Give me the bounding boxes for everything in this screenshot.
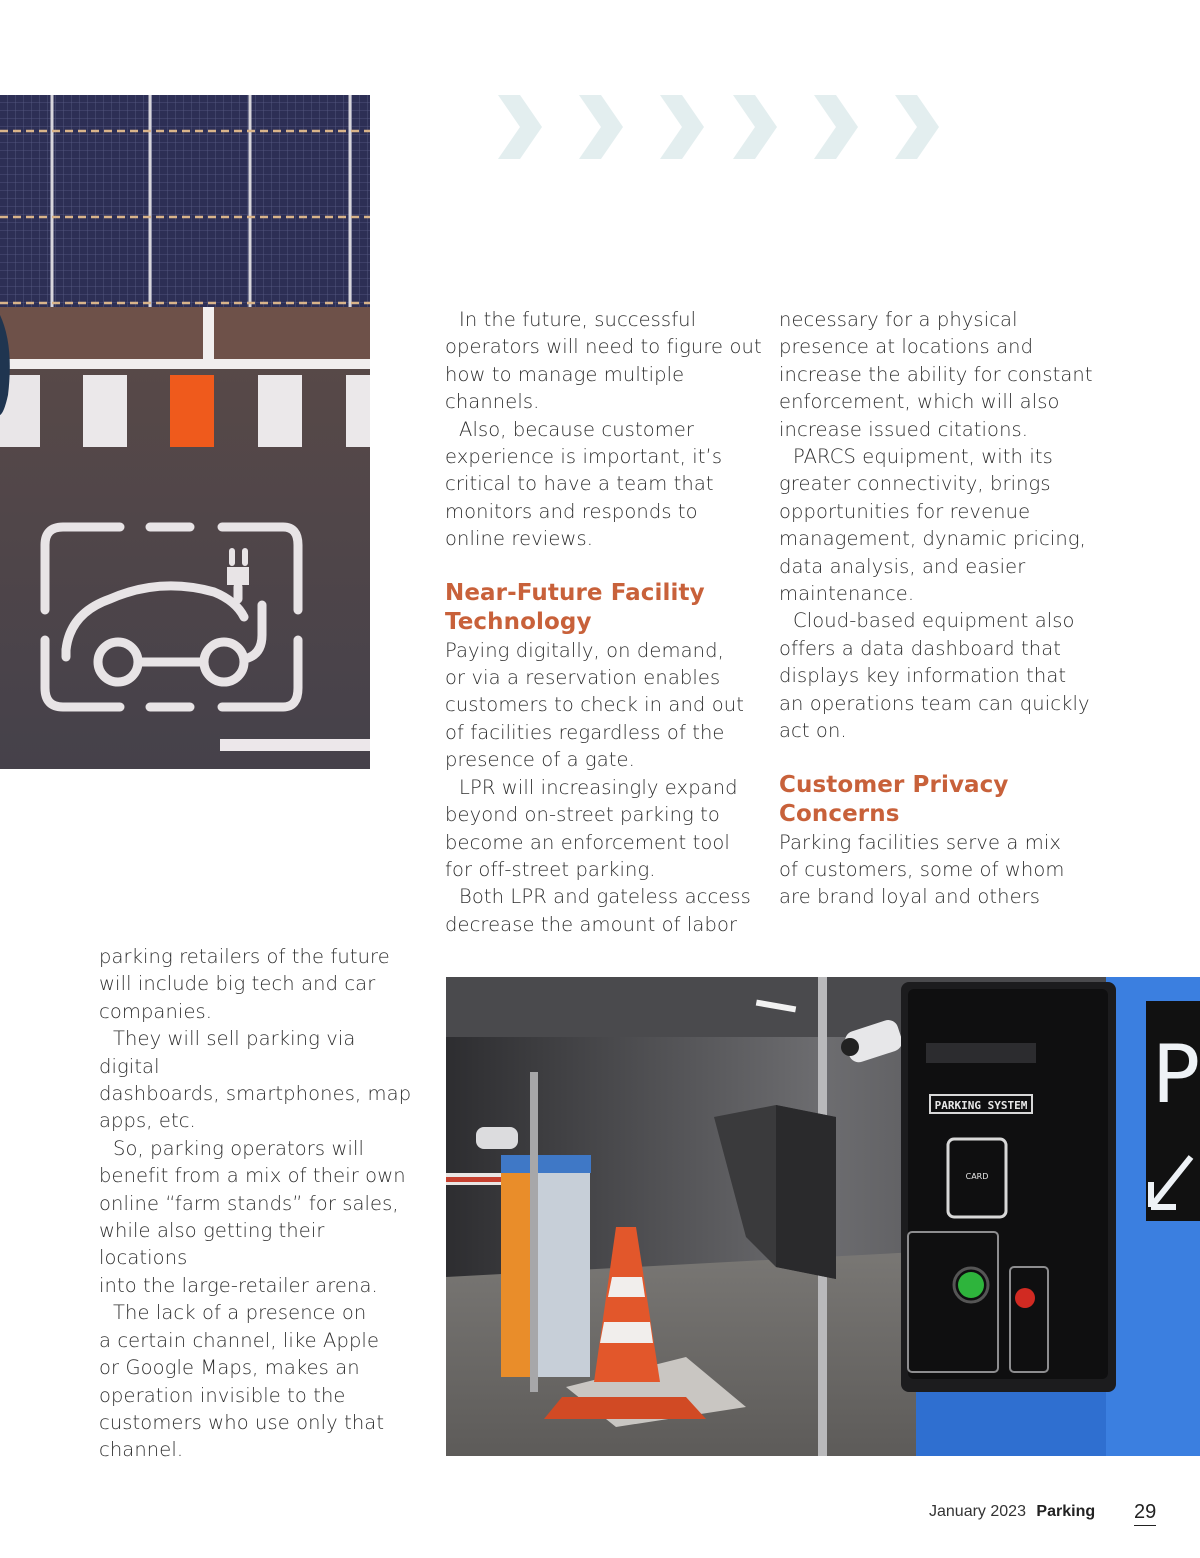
paragraph: So, parking operators will benefit from a mix of their own online “farm stands” for sales, while also getting their locations into the large-retailer arena. [99, 1136, 406, 1297]
magazine-name: Parking [1036, 1503, 1096, 1520]
paragraph: LPR will increasingly expand beyond on-street parking to become an enforcement tool for off-street parking. [445, 775, 738, 881]
paragraph: Also, because customer experience is important, it’s critical to have a team that monitors and responds to online reviews. [445, 417, 723, 551]
parking-sign-letter: P [1151, 1028, 1200, 1121]
parking-kiosk-photo [446, 977, 1200, 1456]
paragraph: In the future, successful operators will need to figure out how to manage multiple channels. [445, 308, 762, 414]
chevron-right-icon [895, 95, 939, 159]
paragraph: PARCS equipment, with its greater connectivity, brings opportunities for revenue management, dynamic pricing, data analysis, and easier maintenance. [779, 445, 1086, 606]
issue-date: January 2023 [929, 1503, 1026, 1520]
chevron-right-icon [733, 95, 777, 159]
article-column-middle [445, 306, 765, 938]
paragraph: Both LPR and gateless access decrease the amount of labor [445, 885, 751, 936]
parking-kiosk-illustration [446, 977, 1200, 1456]
paragraph: Cloud-based equipment also offers a data dashboard that displays key information that an operations team can quickly act on. [779, 609, 1090, 743]
paragraph: Paying digitally, on demand, or via a reservation enables customers to check in and out of facilities regardless of the presence of a gate. [445, 638, 744, 772]
kiosk-panel-label: PARKING SYSTEM [934, 1099, 1028, 1112]
chevron-right-icon [660, 95, 704, 159]
paragraph: necessary for a physical presence at locations and increase the ability for constant enforcement, which will also increase issued citations. [779, 308, 1093, 441]
section-heading: Near-Future Facility Technology [445, 579, 705, 635]
chevron-right-icon [579, 95, 623, 159]
paragraph: Parking facilities serve a mix of customers, some of whom are brand loyal and others [779, 830, 1065, 909]
ev-parking-photo [0, 95, 370, 769]
ev-parking-illustration [0, 95, 370, 769]
kiosk-card-label: CARD [965, 1172, 989, 1181]
chevron-right-icon [498, 95, 542, 159]
article-column-right [779, 306, 1109, 911]
paragraph: parking retailers of the future will include big tech and car companies. [99, 945, 390, 1023]
chevron-right-icon [814, 95, 858, 159]
section-heading: Customer Privacy Concerns [779, 771, 1009, 827]
page-footer [929, 1503, 1095, 1521]
paragraph: They will sell parking via digital dashboards, smartphones, map apps, etc. [99, 1027, 412, 1133]
article-column-left [99, 943, 419, 1464]
paragraph: The lack of a presence on a certain channel, like Apple or Google Maps, makes an operation invisible to the customers who use only that channel. [99, 1301, 385, 1462]
page-number: 29 [1134, 1501, 1156, 1526]
page-number-block [1134, 1501, 1156, 1524]
